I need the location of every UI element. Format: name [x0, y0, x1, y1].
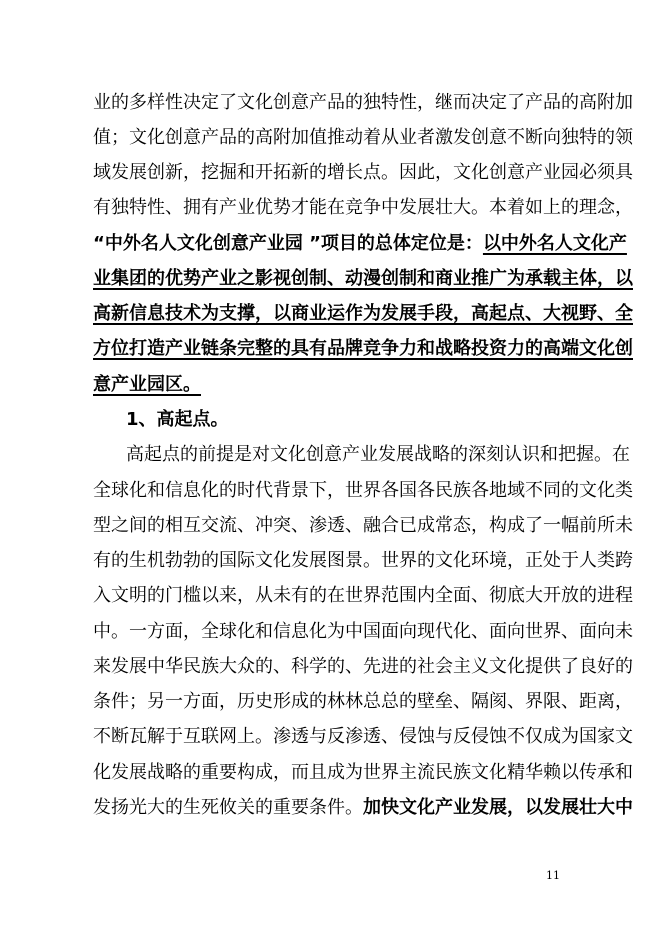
paragraph-line-bold: 加快文化产业发展，以发展壮大中 [363, 797, 633, 818]
positioning-line: 方位打造产业链条完整的具有品牌竞争力和战略投资力的高端文化创 [93, 338, 633, 359]
paragraph-line-regular: 发扬光大的生死攸关的重要条件。 [93, 797, 363, 818]
positioning-underlined: 以中外名人文化产 [482, 233, 627, 254]
paragraph-line: 值；文化创意产品的高附加值推动着从业者激发创意不断向独特的领 [93, 127, 633, 148]
positioning-prefix: “中外名人文化创意产业园 ”项目的总体定位是： [93, 233, 483, 254]
paragraph-line: 有独特性、拥有产业优势才能在竞争中发展壮大。本着如上的理念， [93, 197, 633, 218]
positioning-line: 业集团的优势产业之影视创制、动漫创制和商业推广为承载主体，以 [93, 268, 633, 289]
section-heading: 1、高起点。 [126, 409, 229, 430]
paragraph-line: 域发展创新，挖掘和开拓新的增长点。因此，文化创意产业园必须具 [93, 162, 633, 183]
paragraph-line: 来发展中华民族大众的、科学的、先进的社会主义文化提供了良好的 [93, 656, 633, 677]
paragraph-line [93, 796, 633, 820]
paragraph-line: 中。一方面，全球化和信息化为中国面向现代化、面向世界、面向未 [93, 621, 633, 642]
positioning-line: 高新信息技术为支撑，以商业运作为发展手段，高起点、大视野、全 [93, 303, 633, 324]
paragraph-line: 高起点的前提是对文化创意产业发展战略的深刻认识和把握。在 [126, 444, 630, 465]
paragraph-line: 不断瓦解于互联网上。渗透与反渗透、侵蚀与反侵蚀不仅成为国家文 [93, 726, 633, 747]
page-number: 11 [546, 869, 560, 882]
paragraph-line: 有的生机勃勃的国际文化发展图景。世界的文化环境，正处于人类跨 [93, 550, 633, 571]
paragraph-line: 入文明的门槛以来，从未有的在世界范围内全面、彻底大开放的进程 [93, 585, 633, 606]
paragraph-line: 型之间的相互交流、冲突、渗透、融合已成常态，构成了一幅前所未 [93, 515, 633, 536]
positioning-line [93, 232, 627, 256]
paragraph-line: 全球化和信息化的时代背景下，世界各国各民族各地域不同的文化类 [93, 480, 633, 501]
paragraph-line: 业的多样性决定了文化创意产品的独特性，继而决定了产品的高附加 [93, 92, 633, 113]
paragraph-line: 条件；另一方面，历史形成的林林总总的壁垒、隔阂、界限、距离， [93, 691, 633, 712]
paragraph-line: 化发展战略的重要构成，而且成为世界主流民族文化精华赖以传承和 [93, 762, 633, 783]
positioning-line: 意产业园区。 [93, 374, 201, 395]
